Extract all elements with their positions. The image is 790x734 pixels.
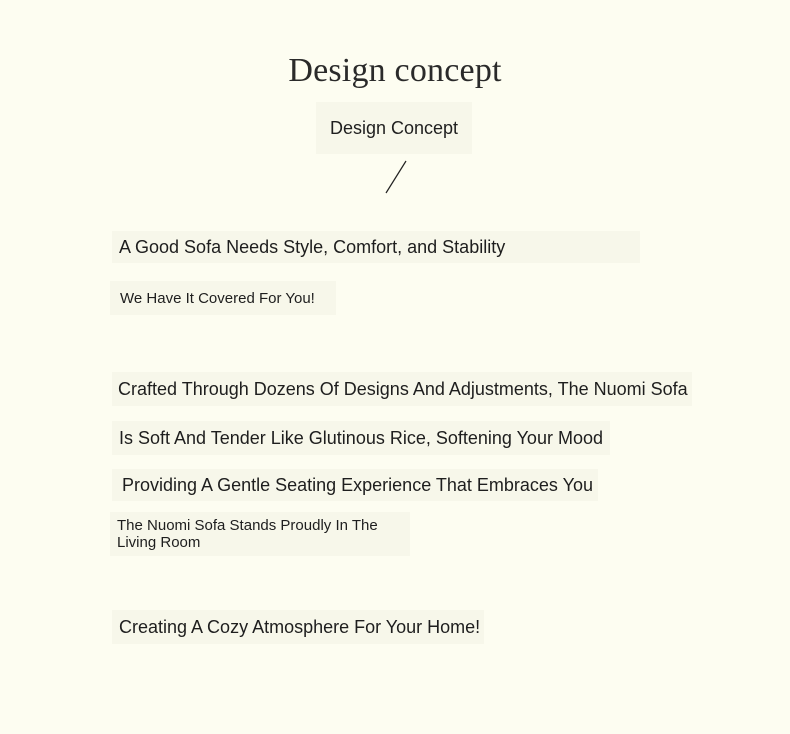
- text-line-2: [110, 281, 336, 315]
- text-line-5-label: Providing A Gentle Seating Experience That Embraces You: [122, 474, 593, 495]
- text-line-2-label: We Have It Covered For You!: [120, 289, 315, 307]
- page-title: Design concept: [288, 52, 502, 89]
- text-line-6: [110, 512, 410, 556]
- text-line-7-label: Creating A Cozy Atmosphere For Your Home!: [119, 616, 481, 637]
- text-line-3: [112, 372, 692, 406]
- text-line-4: [112, 421, 610, 455]
- text-line-5: [112, 469, 598, 501]
- text-line-1: [112, 231, 640, 263]
- text-line-4-label: Is Soft And Tender Like Glutinous Rice, Softening Your Mood: [119, 427, 603, 448]
- text-line-7: [112, 610, 484, 644]
- text-line-3-label: Crafted Through Dozens Of Designs And Adjustments, The Nuomi Sofa: [118, 378, 688, 399]
- text-line-6-label: The Nuomi Sofa Stands Proudly In The Living Room: [117, 517, 378, 551]
- subtitle-box: [316, 102, 472, 154]
- page-subtitle: Design Concept: [329, 117, 459, 138]
- text-line-1-label: A Good Sofa Needs Style, Comfort, and Stability: [119, 236, 506, 257]
- slash-divider-icon: [384, 160, 408, 194]
